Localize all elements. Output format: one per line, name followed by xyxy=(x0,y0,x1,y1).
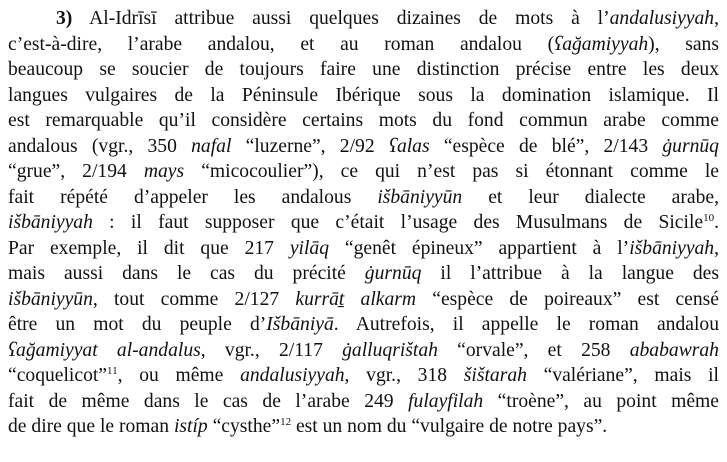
text-run: “troène”, au point même xyxy=(483,390,719,412)
paragraph xyxy=(8,6,719,440)
footnote-ref: 12 xyxy=(280,416,292,428)
italic-term: mays xyxy=(143,161,185,182)
italic-term: ababawrah xyxy=(629,339,719,361)
text-run: , vgr., 318 xyxy=(344,365,464,386)
italic-term: fulayfilah xyxy=(408,390,484,412)
italic-term: nafal xyxy=(191,135,232,157)
italic-term: andalusiyyah xyxy=(609,8,715,29)
italic-term: išbāniyyah xyxy=(8,212,93,233)
italic-term: kurrāṯ alkarm xyxy=(295,288,417,310)
footnote-ref: 11 xyxy=(107,365,118,377)
italic-term: ʕağamiyyah xyxy=(554,33,649,55)
text-run: “cysthe” xyxy=(207,416,281,437)
text-run: . Autrefois, il appelle le roman andalou xyxy=(333,314,719,335)
italic-term: ʕalas xyxy=(388,135,430,157)
text-run: est un nom du “vulgaire de notre pays”. xyxy=(291,416,608,437)
text-run: , tout comme 2/127 xyxy=(92,288,296,310)
text-run: ), sans xyxy=(648,33,719,55)
text-run: langues vulgaires de la Péninsule Ibérique sous la domination islamique. Il xyxy=(8,84,719,106)
text-run: , ou même xyxy=(117,365,241,386)
text-line xyxy=(8,185,719,211)
text-line xyxy=(8,83,719,109)
text-line xyxy=(8,236,719,262)
text-run: “valériane”, mais il xyxy=(526,365,719,386)
text-line xyxy=(8,312,719,338)
text-run: “luzerne”, 2/92 xyxy=(231,135,389,157)
text-line xyxy=(8,338,719,364)
text-line xyxy=(8,287,719,313)
text-line xyxy=(8,32,719,58)
italic-term: ġurnūq xyxy=(662,135,719,157)
text-line xyxy=(8,134,719,160)
text-run: “grue”, 2/194 xyxy=(8,161,144,182)
text-line xyxy=(8,6,719,32)
text-run: . xyxy=(714,212,719,233)
italic-term: išbāniyyūn xyxy=(377,186,463,208)
text-run: “orvale”, et 258 xyxy=(437,339,630,361)
italic-term: šištarah xyxy=(463,365,527,386)
text-run: Al-Idrīsī attribue aussi quelques dizaines de mots à l’ xyxy=(72,8,610,29)
text-line xyxy=(8,210,719,236)
text-run: “micocoulier”), ce qui n’est pas si étonnant comme le xyxy=(184,161,719,182)
italic-term: ʕağamiyyat al-andalus xyxy=(8,339,201,361)
text-line xyxy=(8,108,719,134)
text-line xyxy=(8,389,719,415)
text-run: “espèce de poireaux” est censé xyxy=(416,288,719,310)
text-run: “coquelicot” xyxy=(8,365,108,386)
text-run: il l’attribue à la langue des xyxy=(421,263,719,284)
text-run: fait répété d’appeler les andalous xyxy=(8,186,378,208)
text-run: et leur dialecte arabe, xyxy=(462,186,719,208)
italic-term: Išbāniyā xyxy=(266,314,334,335)
italic-term: ġalluqrištah xyxy=(342,339,438,361)
text-run: fait de même dans le cas de l’arabe 249 xyxy=(8,390,409,412)
text-run: : il faut supposer que c’était l’usage des Musulmans de Sicile xyxy=(92,212,704,233)
text-run: “genêt épineux” appartient à l’ xyxy=(329,237,630,259)
text-run: de dire que le roman xyxy=(8,416,174,437)
paragraph-number: 3) xyxy=(56,8,73,29)
text-line xyxy=(8,261,719,287)
text-run: , vgr., 2/117 xyxy=(200,339,343,361)
text-run: andalous (vgr., 350 xyxy=(8,135,192,157)
italic-term: ġurnūq xyxy=(364,263,422,284)
italic-term: išbāniyyūn xyxy=(8,288,93,310)
text-run: être un mot du peuple d’ xyxy=(8,314,267,335)
text-line xyxy=(8,414,719,440)
italic-term: istíp xyxy=(173,416,208,437)
italic-term: andalusiyyah xyxy=(240,365,345,386)
text-run: “espèce de blé”, 2/143 xyxy=(429,135,663,157)
italic-term: yilāq xyxy=(289,237,330,259)
text-run: , xyxy=(714,8,719,29)
text-run: Par exemple, il dit que 217 xyxy=(8,237,290,259)
text-line xyxy=(8,57,719,83)
text-run: , xyxy=(714,237,720,259)
italic-term: išbāniyyah xyxy=(629,237,715,259)
text-run: c’est-à-dire, l’arabe andalou, et au roman andalou ( xyxy=(8,33,555,55)
text-run: mais aussi dans le cas du précité xyxy=(8,263,365,284)
footnote-ref: 10 xyxy=(703,212,715,224)
text-line xyxy=(8,159,719,185)
text-run: est remarquable qu’il considère certains mots du fond commun arabe comme xyxy=(8,110,719,131)
text-line xyxy=(8,363,719,389)
text-run: beaucoup se soucier de toujours faire une distinction précise entre les deux xyxy=(8,59,719,80)
